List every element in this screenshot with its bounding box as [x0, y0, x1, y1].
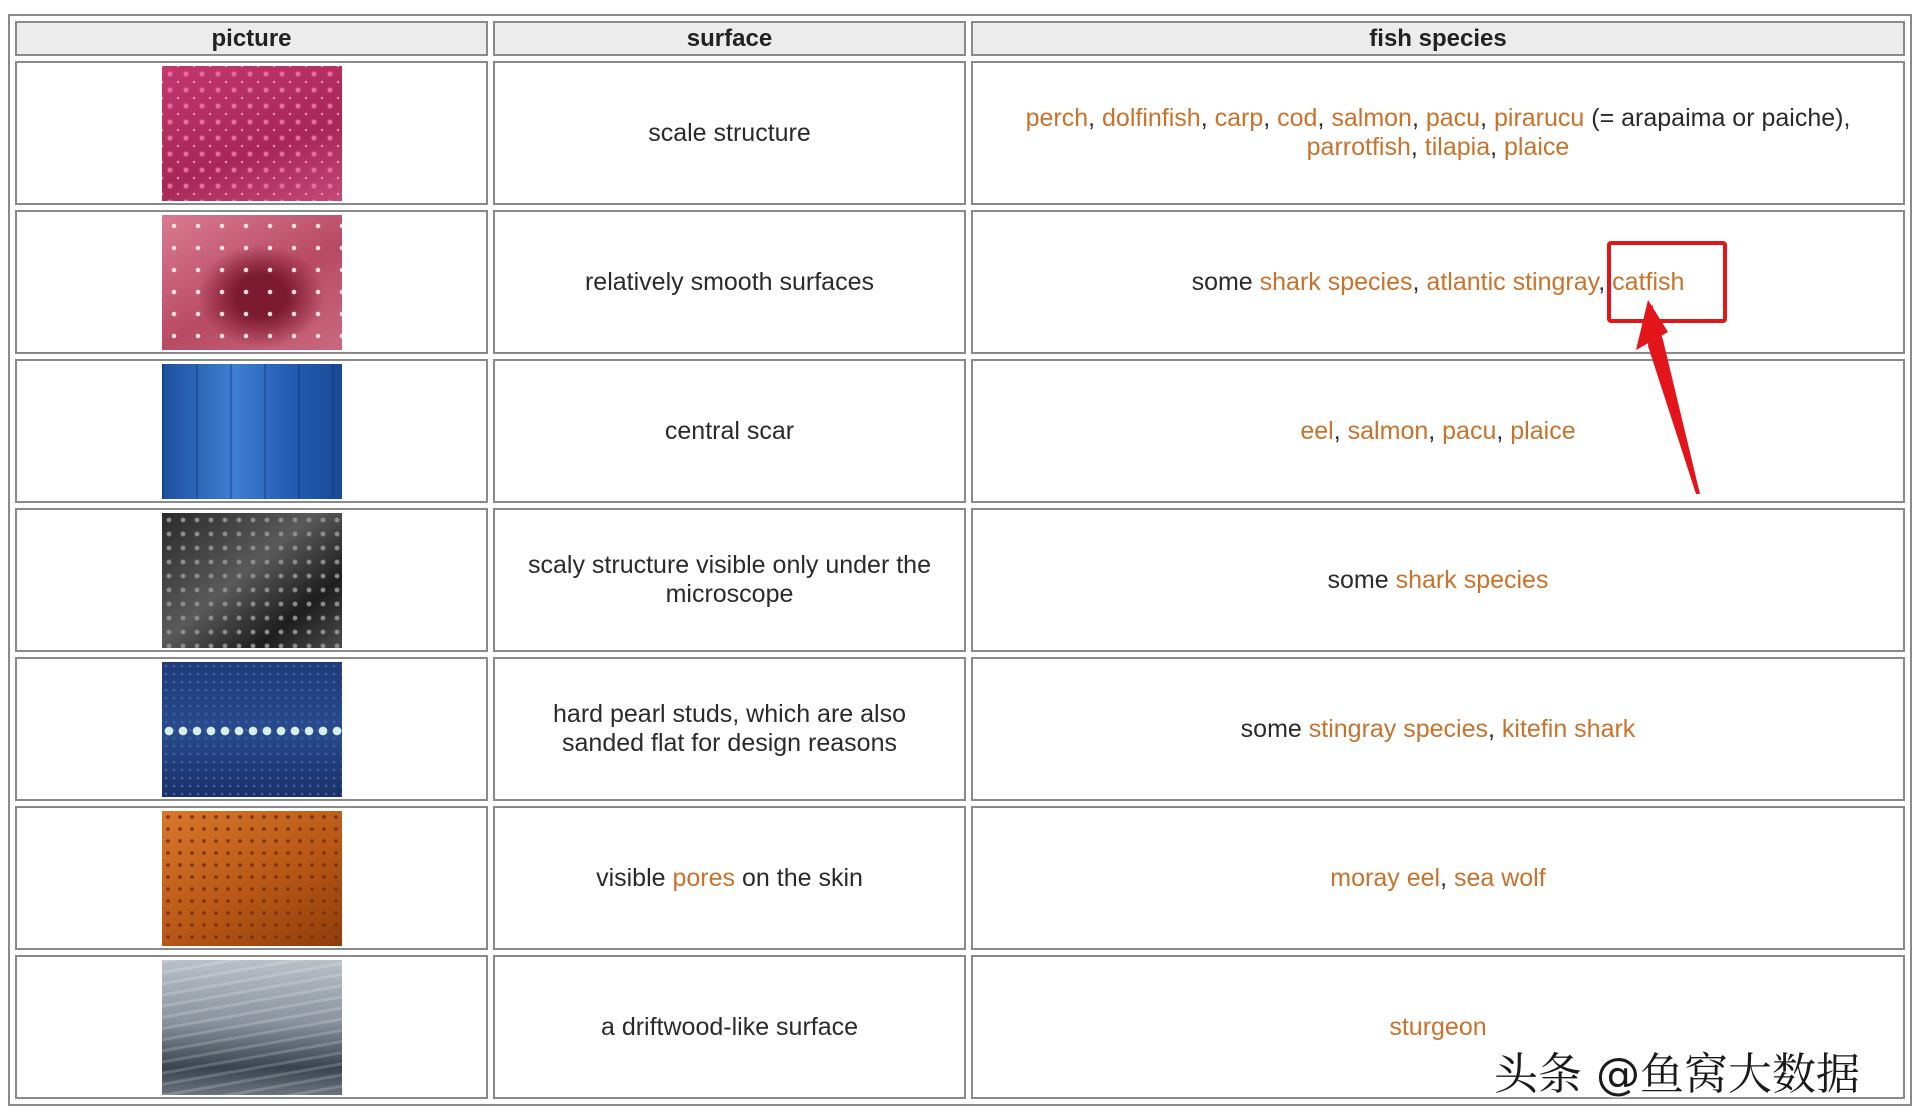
species-link[interactable]: perch: [1025, 104, 1089, 132]
species-link[interactable]: stingray species: [1308, 714, 1489, 743]
species-text: ,: [1496, 416, 1511, 445]
species-text: ,: [1333, 416, 1348, 445]
species-link[interactable]: parrotfish: [1306, 133, 1411, 161]
header-fish-species: fish species: [971, 21, 1905, 56]
species-text: ,: [1598, 267, 1613, 296]
species-text: ,: [1428, 416, 1443, 445]
surface-text: scaly structure visible only under the microscope: [528, 551, 931, 608]
surface-text: a driftwood-like surface: [600, 1012, 859, 1041]
surface-text: hard pearl studs, which are also sanded flat for design reasons: [553, 700, 906, 757]
species-link[interactable]: pacu: [1425, 104, 1481, 132]
species-text: ,: [1490, 133, 1505, 161]
species-link[interactable]: atlantic stingray: [1426, 267, 1599, 296]
species-link[interactable]: tilapia: [1424, 133, 1491, 161]
species-text: some: [1240, 714, 1309, 743]
species-text: ,: [1488, 714, 1502, 743]
header-surface: surface: [493, 21, 966, 56]
species-link[interactable]: kitefin shark: [1501, 714, 1636, 743]
species-text: ,: [1088, 104, 1103, 132]
species-link[interactable]: shark species: [1395, 565, 1549, 594]
surface-link[interactable]: pores: [672, 863, 736, 892]
species-text: some: [1327, 565, 1396, 594]
species-text: ,: [1480, 104, 1494, 132]
species-text: (= arapaima or paiche),: [1584, 104, 1851, 132]
species-link[interactable]: salmon: [1331, 104, 1412, 132]
species-link[interactable]: plaice: [1504, 133, 1570, 161]
species-text: ,: [1200, 104, 1215, 132]
surface-text: relatively smooth surfaces: [584, 267, 874, 296]
species-link[interactable]: pirarucu: [1493, 104, 1585, 132]
species-text: ,: [1410, 133, 1425, 161]
species-link[interactable]: carp: [1214, 104, 1264, 132]
species-link[interactable]: cod: [1277, 104, 1318, 132]
surface-text: on the skin: [735, 863, 863, 892]
species-link[interactable]: dolfinfish: [1102, 104, 1201, 132]
species-text: ,: [1440, 863, 1454, 892]
watermark: 头条 @鱼窝大数据: [1494, 1049, 1860, 1100]
species-link[interactable]: shark species: [1259, 267, 1413, 296]
species-link[interactable]: eel: [1300, 416, 1334, 445]
species-link[interactable]: salmon: [1347, 416, 1429, 445]
species-text: some: [1191, 267, 1260, 296]
species-text: ,: [1411, 104, 1426, 132]
species-link[interactable]: pacu: [1442, 416, 1497, 445]
species-link[interactable]: sea wolf: [1453, 863, 1546, 892]
species-link[interactable]: sturgeon: [1389, 1012, 1487, 1041]
surface-text: visible: [596, 863, 673, 892]
surface-text: scale structure: [648, 118, 811, 147]
species-link[interactable]: catfish: [1612, 267, 1685, 296]
species-text: ,: [1317, 104, 1332, 132]
species-link[interactable]: plaice: [1510, 416, 1576, 445]
surface-text: central scar: [664, 416, 795, 445]
species-link[interactable]: moray eel: [1330, 863, 1441, 892]
species-text: ,: [1412, 267, 1427, 296]
species-text: ,: [1263, 104, 1278, 132]
header-picture: picture: [15, 21, 488, 56]
